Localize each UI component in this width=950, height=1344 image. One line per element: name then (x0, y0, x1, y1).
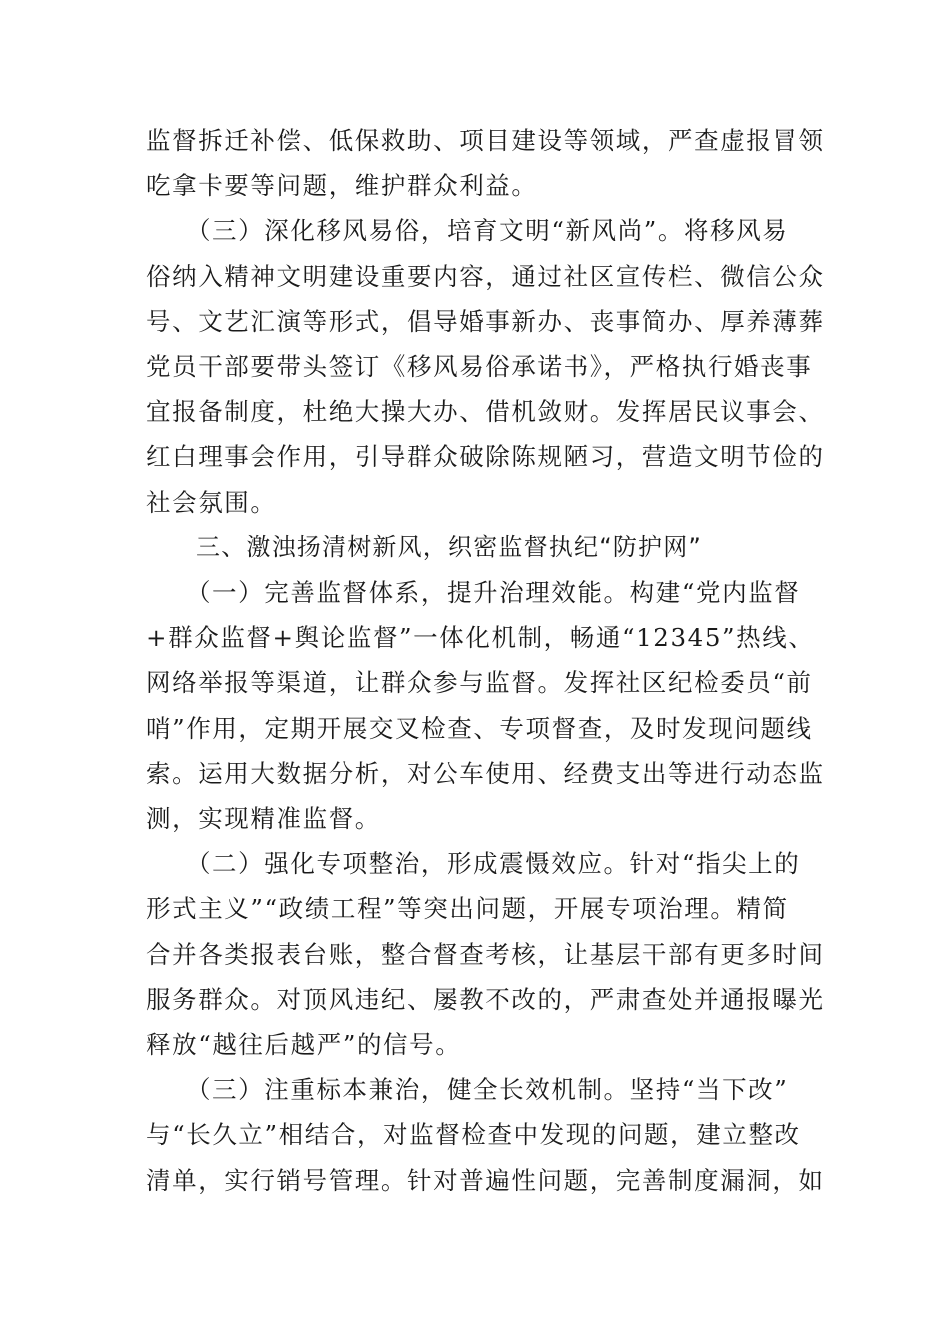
paragraph-3 (146, 570, 825, 841)
document-page (146, 118, 825, 1203)
text-line: 宜报备制度，杜绝大操大办、借机敛财。发挥居民议事会、 (146, 397, 825, 427)
text-line: 测，实现精准监督。 (146, 804, 381, 834)
section-heading: 三、激浊扬清树新风，织密监督执纪“防护网” (196, 532, 703, 561)
text-line: 索。运用大数据分析，对公车使用、经费支出等进行动态监 (146, 758, 825, 788)
text-line: 哨”作用，定期开展交叉检查、专项督查，及时发现问题线 (146, 713, 813, 743)
paragraph-5 (146, 1067, 825, 1203)
text-line: 清单，实行销号管理。针对普遍性问题，完善制度漏洞，如 (146, 1165, 825, 1195)
text-line: （三）注重标本兼治，健全长效机制。坚持“当下改” (146, 1075, 789, 1105)
text-line: 形式主义”“政绩工程”等突出问题，开展专项治理。精简 (146, 894, 789, 924)
text-line: （一）完善监督体系，提升治理效能。构建“党内监督 (146, 578, 801, 608)
text-line: 与“长久立”相结合，对监督检查中发现的问题，建立整改 (146, 1120, 801, 1150)
text-line: 释放“越往后越严”的信号。 (146, 1030, 462, 1060)
text-line: 党员干部要带头签订《移风易俗承诺书》，严格执行婚丧事 (146, 352, 813, 382)
text-line: 合并各类报表台账，整合督查考核，让基层干部有更多时间 (146, 939, 825, 969)
text-line: 社会氛围。 (146, 487, 277, 517)
text-line: 红白理事会作用，引导群众破除陈规陋习，营造文明节俭的 (146, 442, 825, 472)
text-line: 俗纳入精神文明建设重要内容，通过社区宣传栏、微信公众 (146, 261, 825, 291)
paragraph-2 (146, 208, 825, 524)
text-line: （二）强化专项整治，形成震慑效应。针对“指尖上的 (146, 849, 801, 879)
text-line: 服务群众。对顶风违纪、屡教不改的，严肃查处并通报曝光 (146, 984, 825, 1014)
text-line: 吃拿卡要等问题，维护群众利益。 (146, 171, 538, 201)
text-line: +群众监督+舆论监督”一体化机制，畅通“12345”热线、 (146, 623, 815, 653)
text-line: （三）深化移风易俗，培育文明“新风尚”。将移风易 (146, 216, 789, 246)
text-line: 监督拆迁补偿、低保救助、项目建设等领域，严查虚报冒领 (146, 126, 825, 155)
paragraph-1 (146, 118, 825, 208)
text-line: 网络举报等渠道，让群众参与监督。发挥社区纪检委员“前 (146, 668, 813, 698)
text-line: 号、文艺汇演等形式，倡导婚事新办、丧事简办、厚养薄葬 (146, 306, 825, 336)
paragraph-4 (146, 841, 825, 1067)
